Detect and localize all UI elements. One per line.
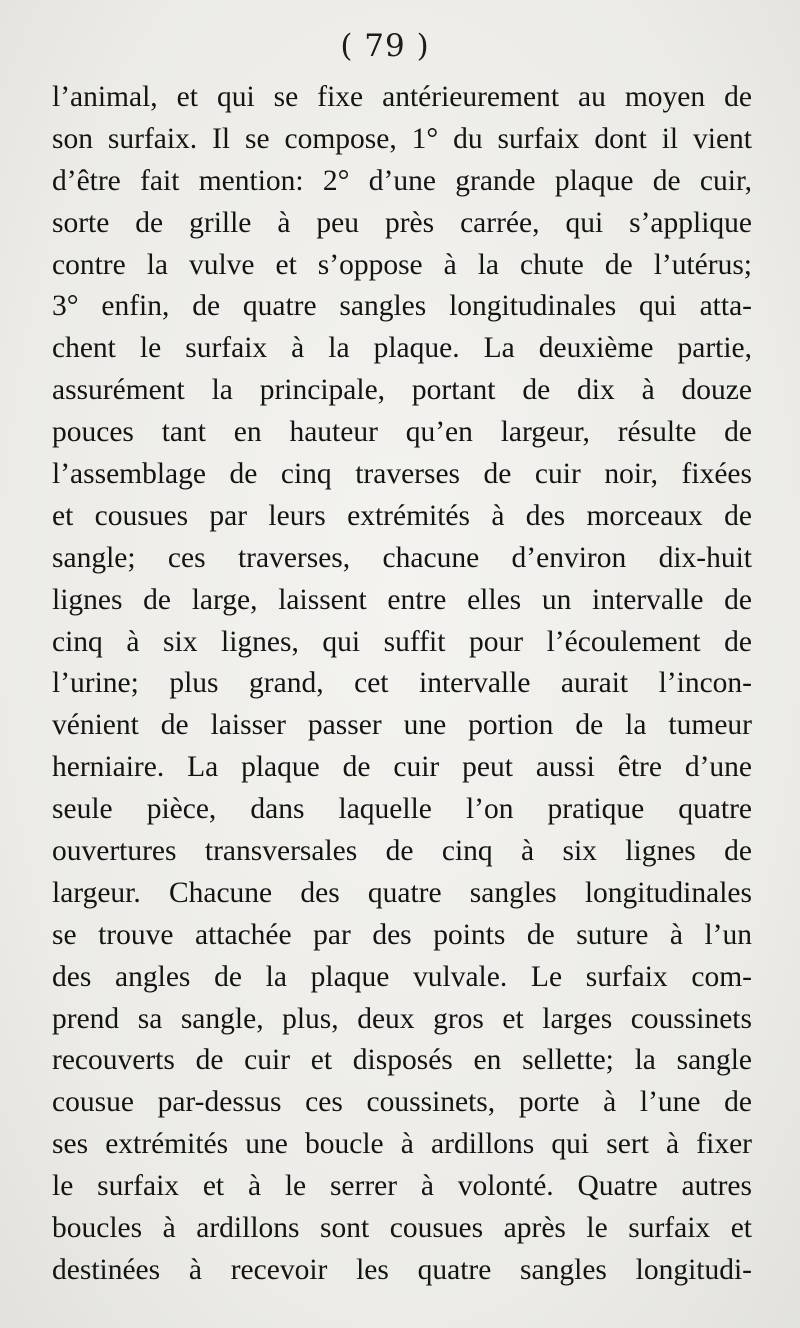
text-line: l’animal, et qui se fixe antérieurement au moyen de	[52, 81, 752, 113]
page-number: ( 79 )	[340, 28, 430, 64]
text-line: cousue par-dessus ces coussinets, porte à l’une de	[52, 1086, 752, 1119]
text-line: des angles de la plaque vulvale. Le surfaix com-	[52, 960, 752, 993]
text-line: ouvertures transversales de cinq à six lignes de	[52, 835, 752, 868]
text-line: boucles à ardillons sont cousues après le surfaix et	[52, 1212, 752, 1245]
text-line: prend sa sangle, plus, deux gros et larges coussinets	[52, 1002, 752, 1035]
text-line: destinées à recevoir les quatre sangles longitudi-	[52, 1253, 752, 1286]
text-line: herniaire. La plaque de cuir peut aussi être d’une	[52, 751, 752, 784]
text-line: ses extrémités une boucle à ardillons qui sert à fixer	[52, 1128, 752, 1161]
text-line: et cousues par leurs extrémités à des morceaux de	[52, 499, 752, 532]
text-line: pouces tant en hauteur qu’en largeur, résulte de	[52, 416, 752, 449]
text-line: le surfaix et à le serrer à volonté. Quatre autres	[52, 1170, 752, 1203]
text-line: lignes de large, laissent entre elles un intervalle de	[52, 583, 752, 616]
text-line: l’assemblage de cinq traverses de cuir noir, fixées	[52, 458, 752, 491]
body-text	[52, 77, 752, 1292]
text-line: l’urine; plus grand, cet intervalle aurait l’incon-	[52, 667, 752, 700]
text-line: cinq à six lignes, qui suffit pour l’écoulement de	[52, 625, 752, 658]
text-line: vénient de laisser passer une portion de la tumeur	[52, 709, 752, 742]
text-line: sorte de grille à peu près carrée, qui s’applique	[52, 206, 752, 239]
text-line: 3° enfin, de quatre sangles longitudinales qui atta-	[52, 290, 752, 323]
text-line: largeur. Chacune des quatre sangles longitudinales	[52, 876, 752, 909]
text-line: chent le surfaix à la plaque. La deuxième partie,	[52, 332, 752, 365]
text-line: son surfaix. Il se compose, 1° du surfaix dont il vient	[52, 122, 752, 155]
text-line: assurément la principale, portant de dix à douze	[52, 374, 752, 407]
text-line: sangle; ces traverses, chacune d’environ dix-huit	[52, 541, 752, 574]
text-line: seule pièce, dans laquelle l’on pratique quatre	[52, 793, 752, 826]
text-line: contre la vulve et s’oppose à la chute de l’utérus;	[52, 248, 752, 281]
text-line: se trouve attachée par des points de suture à l’un	[52, 918, 752, 951]
text-line: d’être fait mention: 2° d’une grande plaque de cuir,	[52, 164, 752, 197]
text-line: recouverts de cuir et disposés en sellette; la sangle	[52, 1044, 752, 1077]
